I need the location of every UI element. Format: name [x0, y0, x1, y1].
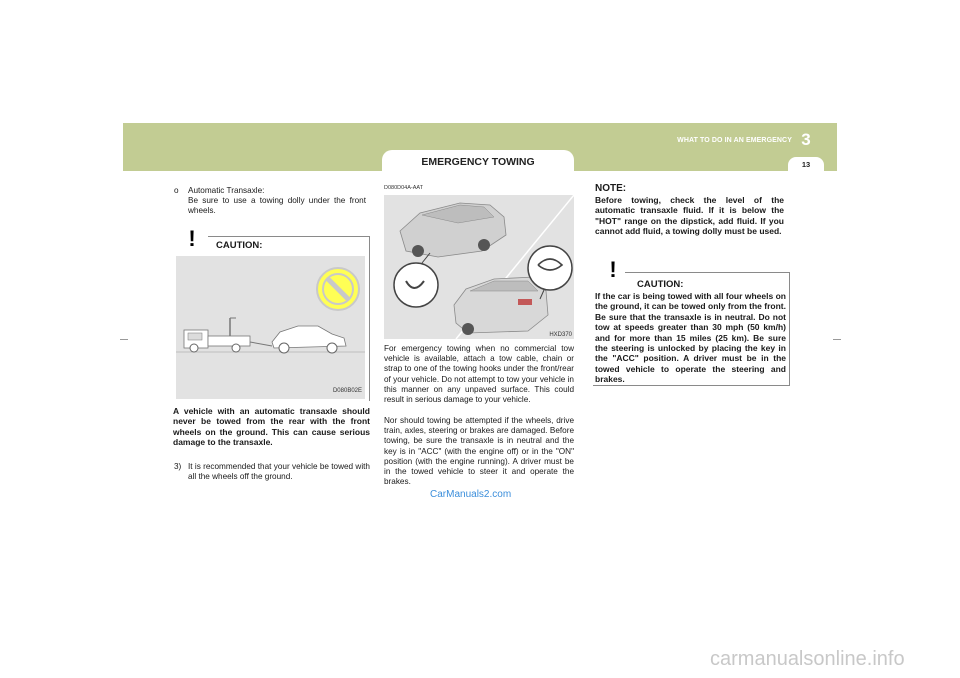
front-car-icon — [400, 203, 506, 257]
towing-hooks-illustration — [384, 195, 574, 339]
bullet-marker: o — [174, 186, 179, 195]
right-caution-text: If the car is being towed with all four wheels on the ground, it can be towed only from the front. Be sure that the transaxle is in neutral. Do not tow at speeds greater than 30 mph (50 km/h) and for more than 15 miles (25 km). Be sure the steering is unlocked by placing the key in the "ACC" position. A driver must be in the towed vehicle to operate the steering and brakes. — [595, 291, 786, 385]
bullet-title: Automatic Transaxle: — [188, 186, 265, 195]
item-3-number: 3) — [174, 462, 182, 471]
right-caution-label: CAUTION: — [637, 279, 684, 290]
middle-paragraph-1: For emergency towing when no commercial tow vehicle is available, attach a tow cable, chain or strap to one of the towing hooks under the front/rear of your vehicle. Do not attempt to tow your vehicle in this manner on any unpaved surface. This could result in serious damage to your vehicle. — [384, 344, 574, 405]
carmanuals-link[interactable]: CarManuals2.com — [430, 489, 512, 500]
middle-paragraph-2: Nor should towing be attempted if the wheels, drive train, axles, steering or brakes are damaged. Before towing, be sure the transaxle is in neutral and the key is in "ACC" (with the engine off) or in the "ON" position (with the engine running). A driver must be in the towed vehicle to steer it and operate the brakes. — [384, 416, 574, 487]
left-caution-rule — [208, 236, 370, 237]
middle-image-code: HXD370 — [549, 332, 572, 338]
right-warning-icon: ! — [597, 257, 629, 285]
section-tab: EMERGENCY TOWING — [382, 150, 574, 174]
prohibit-icon — [317, 268, 359, 310]
section-code: D080D04A-AAT — [384, 185, 424, 191]
note-label: NOTE: — [595, 183, 627, 194]
left-warning-icon: ! — [176, 226, 208, 254]
bullet-automatic — [174, 186, 366, 217]
note-text: Before towing, check the level of the automatic transaxle fluid. If it is below the "HOT" range on the dipstick, add fluid. If you cannot add fluid, a towing dolly must be used. — [595, 195, 784, 237]
left-image-code: D080B02E — [332, 388, 362, 394]
left-caution-side — [369, 236, 370, 401]
item-3 — [174, 462, 370, 482]
crop-mark-right — [833, 339, 841, 340]
crop-mark-left — [120, 339, 128, 340]
left-caution-text: A vehicle with an automatic transaxle should never be towed from the rear with the front wheels on the ground. This can cause serious damage to the transaxle. — [173, 406, 370, 448]
front-hook-detail-icon — [394, 253, 438, 307]
chapter-number: 3 — [801, 130, 811, 149]
item-3-text: It is recommended that your vehicle be towed with all the wheels off the ground. — [188, 462, 370, 482]
bullet-text: Be sure to use a towing dolly under the front wheels. — [188, 196, 366, 216]
tow-truck-icon — [184, 318, 272, 352]
towed-car-icon — [272, 326, 346, 353]
tow-truck-illustration — [176, 256, 365, 399]
footer-watermark: carmanualsonline.info — [710, 648, 905, 670]
page-number: 13 — [788, 157, 824, 173]
right-caution-rule — [625, 272, 790, 273]
left-caution-label: CAUTION: — [216, 240, 263, 251]
rear-car-icon — [454, 277, 548, 335]
chapter-title: WHAT TO DO IN AN EMERGENCY — [677, 137, 792, 144]
